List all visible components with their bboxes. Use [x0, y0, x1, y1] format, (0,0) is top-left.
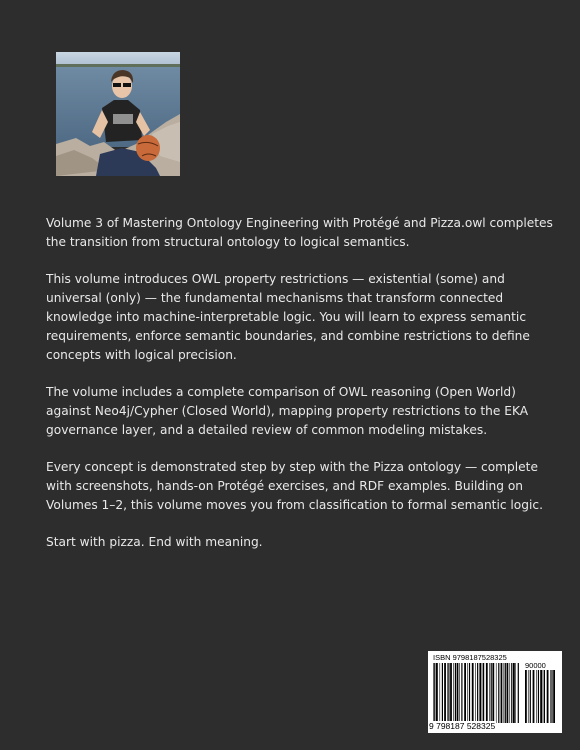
barcode-bar: [533, 670, 535, 723]
barcode-bar: [483, 663, 484, 723]
blurb-paragraph-intro: Volume 3 of Mastering Ontology Engineering with Protégé and Pizza.owl completes the transition from structural ontology to logical semantics.: [46, 216, 553, 249]
barcode-bar: [498, 663, 499, 723]
barcode-digits: [428, 721, 528, 731]
barcode-bar: [467, 663, 468, 723]
barcode-bar: [505, 663, 506, 723]
barcode-bar: [457, 663, 459, 723]
barcode-bar: [525, 670, 527, 723]
barcode-bar: [518, 663, 519, 723]
barcode-bar: [507, 663, 509, 723]
barcode-bar: [489, 663, 490, 723]
barcode-bar: [536, 670, 537, 723]
barcode-bar: [469, 663, 470, 723]
barcode-addon-bars: [525, 670, 557, 723]
barcode-addon-number: 90000: [525, 661, 546, 670]
barcode-bar: [530, 670, 531, 723]
barcode-bar: [479, 663, 481, 723]
barcode-bar: [448, 663, 449, 723]
barcode-bar: [515, 663, 516, 723]
barcode-bar: [447, 663, 448, 723]
barcode-bar: [461, 663, 462, 723]
barcode-bar: [455, 663, 456, 723]
barcode-bar: [544, 670, 545, 723]
barcode-bar: [444, 663, 446, 723]
barcode-bar: [528, 670, 529, 723]
barcode-bar: [464, 663, 466, 723]
barcode-bar: [553, 670, 555, 723]
barcode-bar: [551, 670, 552, 723]
barcode-main-bars: [433, 663, 521, 723]
barcode-bar: [501, 663, 503, 723]
barcode-bar: [509, 663, 510, 723]
barcode-bar: [511, 663, 512, 723]
barcode-bar: [540, 670, 542, 723]
barcode-bar: [436, 663, 438, 723]
barcode-bar: [492, 663, 494, 723]
barcode-bar: [472, 663, 474, 723]
barcode-bar: [482, 663, 483, 723]
barcode-bar: [538, 670, 539, 723]
isbn-label: ISBN 9798187528325: [433, 653, 507, 662]
barcode-bar: [543, 670, 544, 723]
barcode-bar: [491, 663, 492, 723]
barcode-bar: [459, 663, 460, 723]
barcode-bar: [477, 663, 478, 723]
back-cover-blurb: [46, 214, 556, 570]
blurb-paragraph-restrictions: This volume introduces OWL property restrictions — existential (some) and universal (only) — the fundamental mechanisms that transform connected knowledge into machine-interpretable logic. You will learn to express semantic requirements, enforce semantic boundaries, and combine restrictions to define concepts with logical precision.: [46, 272, 530, 362]
barcode-bar: [513, 663, 515, 723]
blurb-paragraph-pizza: Every concept is demonstrated step by step with the Pizza ontology — complete with screenshots, hands-on Protégé exercises, and RDF examples. Building on Volumes 1–2, this volume moves you from classification to formal semantic logic.: [46, 460, 543, 512]
blurb-paragraph-comparison: The volume includes a complete comparison of OWL reasoning (Open World) against Neo4j/Cypher (Closed World), mapping property restrictions to the EKA governance layer, and a detailed review of common modeling mistakes.: [46, 385, 529, 437]
barcode-bar: [547, 670, 549, 723]
barcode-bar: [434, 663, 435, 723]
barcode-bar: [453, 663, 454, 723]
blurb-tagline: Start with pizza. End with meaning.: [46, 535, 263, 549]
barcode-digits-text: 9 798187 528325: [429, 721, 496, 731]
barcode-bar: [504, 663, 505, 723]
barcode-bar: [496, 663, 497, 723]
author-photo: [56, 52, 180, 176]
barcode-bar: [440, 663, 441, 723]
barcode-bar: [486, 663, 488, 723]
barcode-bar: [475, 663, 476, 723]
barcode-bar: [433, 663, 434, 723]
barcode-bar: [450, 663, 452, 723]
barcode-bar: [442, 663, 443, 723]
isbn-barcode: [428, 651, 562, 733]
barcode-bar: [550, 670, 551, 723]
